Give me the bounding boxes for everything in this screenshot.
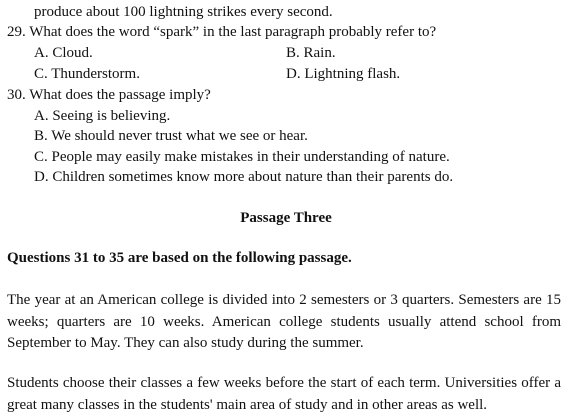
option-29-c: C. Thunderstorm. <box>34 66 140 82</box>
option-29-a: A. Cloud. <box>34 45 93 61</box>
option-30-d: D. Children sometimes know more about nature than their parents do. <box>34 169 454 185</box>
passage-title: Passage Three <box>240 210 332 226</box>
carryover-line: produce about 100 lightning strikes every second. <box>34 4 333 20</box>
instruction-text: Questions 31 to 35 are based on the following passage. <box>7 250 352 266</box>
option-30-b: B. We should never trust what we see or hear. <box>34 128 308 144</box>
option-29-b: B. Rain. <box>286 45 336 61</box>
question-30-text: 30. What does the passage imply? <box>7 87 211 103</box>
passage-paragraph-2: Students choose their classes a few weeks before the start of each term. Universities offer a great many classes in the students' main area of study and in other areas as well. <box>7 375 561 413</box>
passage-paragraph-1: The year at an American college is divided into 2 semesters or 3 quarters. Semesters are 15 weeks; quarters are 10 weeks. American college students usually attend school from September to May. They can also study during the summer. <box>7 292 561 351</box>
option-29-d: D. Lightning flash. <box>286 66 401 82</box>
option-30-c: C. People may easily make mistakes in their understanding of nature. <box>34 149 450 165</box>
question-29-text: 29. What does the word “spark” in the last paragraph probably refer to? <box>7 24 437 40</box>
option-30-a: A. Seeing is believing. <box>34 108 171 124</box>
